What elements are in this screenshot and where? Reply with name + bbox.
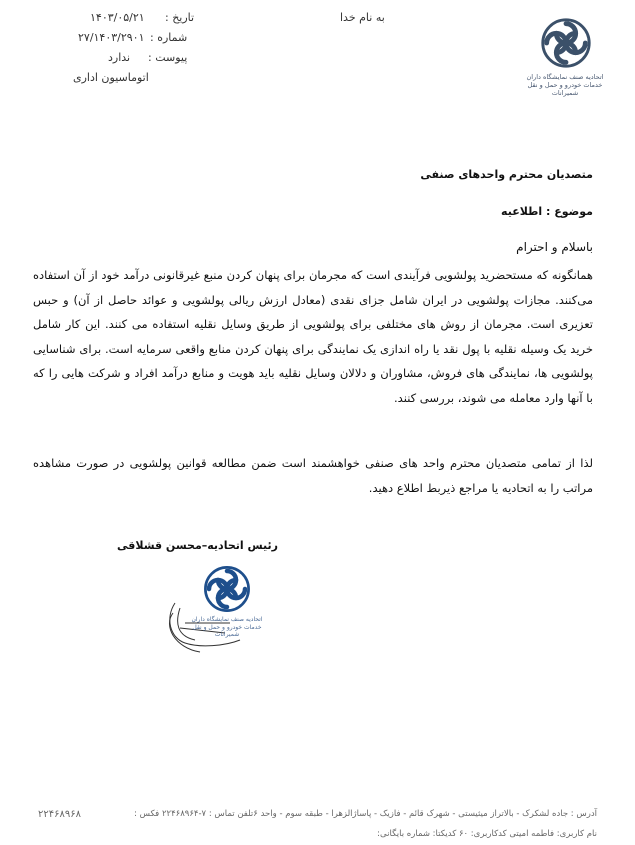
attachment-value: ندارد: [108, 51, 131, 64]
attachment-label: پیوست :: [148, 51, 188, 64]
letter-recipient: متصدیان محترم واحدهای صنفی: [420, 168, 593, 181]
signer-name: رئیس اتحادیه–محسن قشلاقی: [117, 539, 278, 552]
number-value: ۲۷/۱۴۰۳/۲۹۰۱: [78, 31, 145, 44]
union-logo-icon: [537, 14, 595, 72]
letter-paragraph: همانگونه که مستحضرید پولشویی فرآیندی است که مجرمان برای پنهان کردن منبع غیرقانونی درآمد خود از آن استفاده می‌کنند. مجازات پولشویی در ایران شامل جزای نقدی (معادل ارزش ریالی پولشویی و عوائد حاصل از آن) و حبس تعزیری است. مجرمان از روش های مختلفی برای پولشویی از طریق وسایل نقلیه استفاده می کنند. این کار شامل خرید یک وسیله نقلیه با پول نقد یا راه اندازی یک نمایندگی برای پنهان کردن منابع واقعی سرمایه است. برای شناسایی پولشویی ها، نمایندگی های فروش، مشاوران و دلالان وسایل نقلیه باید هویت و منابع درآمد افراد و شرکت هایی را که با آنها وارد معامله می شوند، بررسی کنند.: [33, 268, 593, 405]
logo-caption: اتحادیه صنف نمایشگاه داران خدمات خودرو و حمل و نقل شمیرانات: [526, 73, 604, 97]
footer-user-info: نام کاربری: فاطمه امیتی کدکاربری: ۶۰ کدیکتا: شماره بایگانی:: [377, 829, 597, 839]
letter-subject: موضوع : اطلاعیه: [501, 205, 593, 218]
letter-paragraph: لذا از تمامی متصدیان محترم واحد های صنفی خواهشمند است ضمن مطالعه قوانین پولشویی در صورت مشاهده مراتب را به اتحادیه یا مراجع ذیربط اطلاع دهید.: [33, 456, 593, 495]
footer-address: آدرس : جاده لشکرک - بالاتراز میثیستی - شهرک قائم - فازیک - پاساژالزهرا - طبقه سوم - واحد ۶تلفن تماس : ۷-۲۲۴۶۸۹۶۴ فکس :: [134, 809, 597, 819]
letter-greeting: باسلام و احترام: [516, 240, 593, 254]
system-name: اتوماسیون اداری: [73, 71, 149, 84]
date-label: تاریخ :: [165, 11, 195, 24]
stamp-caption: اتحادیه صنف نمایشگاه داران خدمات خودرو و حمل و نقل شمیرانات: [191, 616, 263, 638]
footer-fax: ۲۲۴۶۸۹۶۸: [38, 809, 81, 820]
basmala-heading: به نام خدا: [340, 11, 385, 24]
union-stamp-icon: [200, 562, 254, 616]
number-label: شماره :: [150, 31, 188, 44]
date-value: ۱۴۰۳/۰۵/۲۱: [90, 11, 145, 24]
